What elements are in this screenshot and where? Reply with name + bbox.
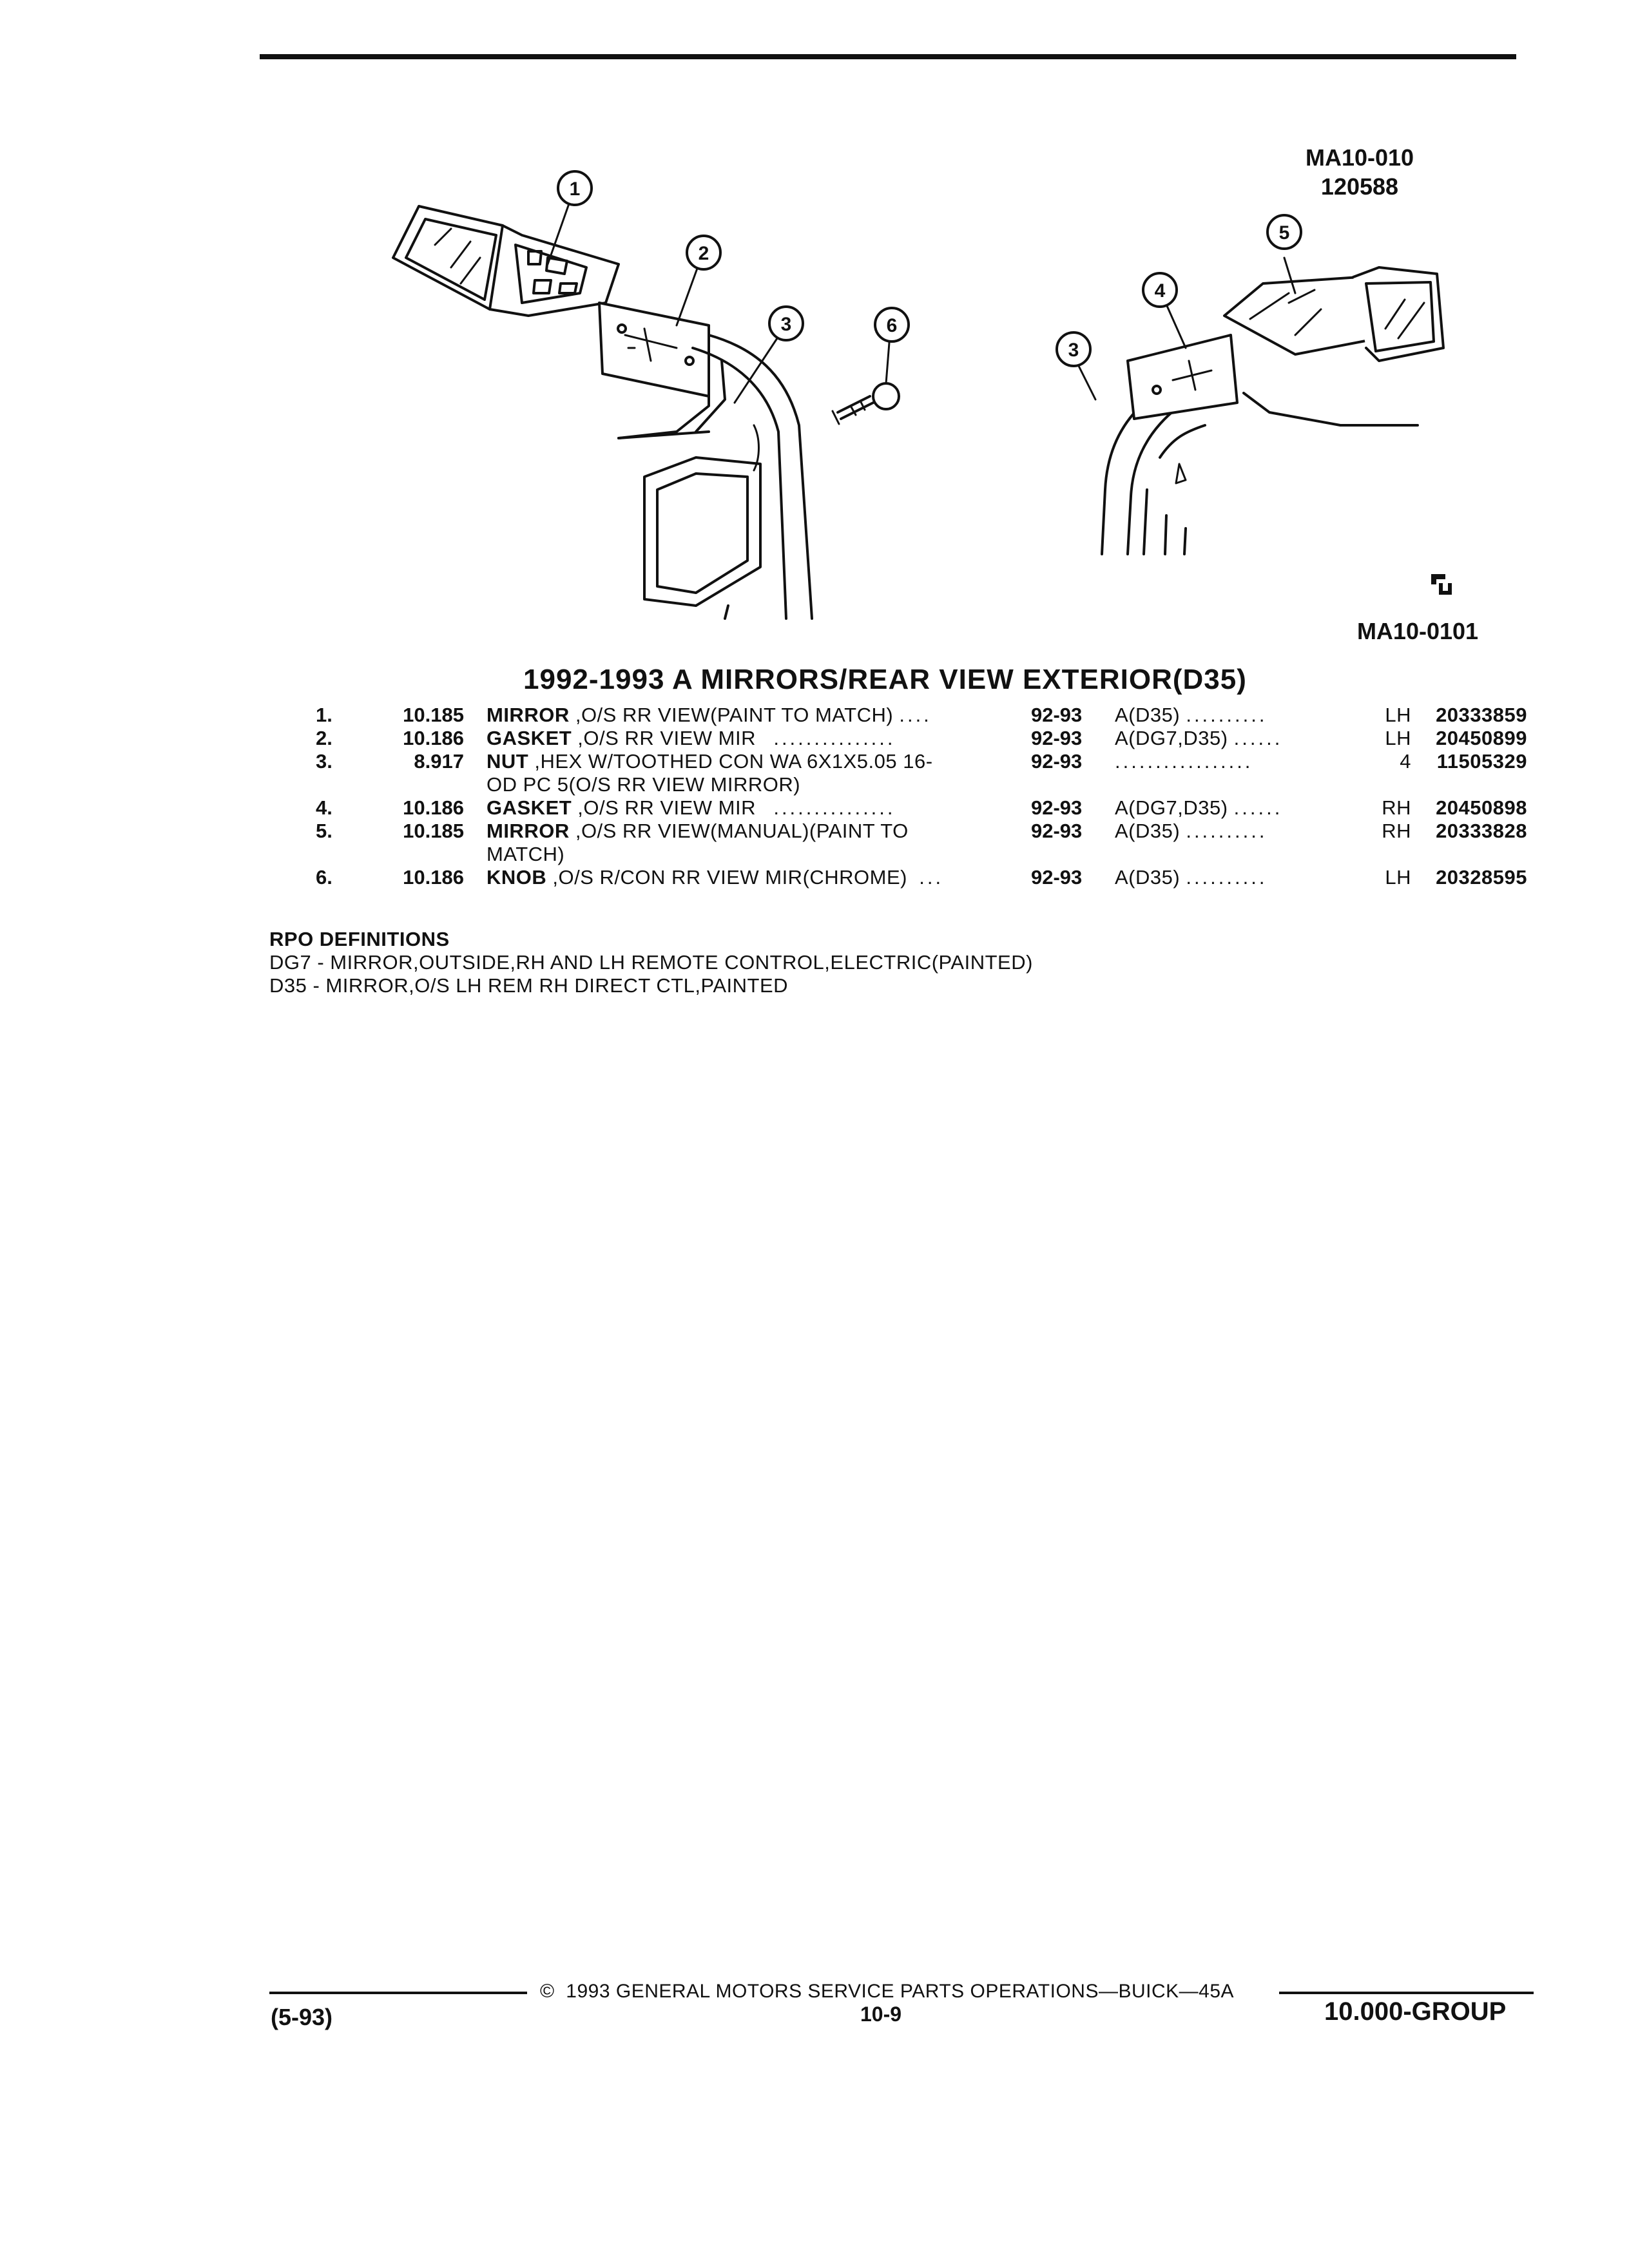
part-number: 11505329 [1436, 750, 1527, 773]
application [1115, 866, 1267, 889]
application-code: A(DG7,D35) [1115, 727, 1228, 749]
rpo-line: DG7 - MIRROR,OUTSIDE,RH AND LH REMOTE CONTROL,ELECTRIC(PAINTED) [269, 951, 1033, 974]
section-title: 1992-1993 A MIRRORS/REAR VIEW EXTERIOR(D35) [523, 664, 1247, 695]
footer-rule-right [1279, 1992, 1534, 1994]
quantity: RH [1382, 820, 1411, 842]
group-number: 10.186 [403, 727, 464, 749]
footer-page-number: 10-9 [860, 2003, 902, 2026]
application [1115, 727, 1282, 750]
part-desc-continued: MATCH) [487, 843, 565, 865]
callout-2 [684, 233, 723, 272]
part-name: GASKET [487, 727, 572, 749]
application-code: A(D35) [1115, 866, 1181, 889]
parts-row [316, 796, 1527, 820]
footer-revision: (5-93) [271, 2004, 333, 2030]
parts-row [316, 866, 1527, 889]
mirror-exploded-diagram [374, 155, 1534, 625]
parts-row [316, 727, 1527, 750]
part-desc-text: ,O/S RR VIEW MIR [572, 796, 756, 819]
figure-code-date: 120588 [1320, 173, 1399, 200]
part-name: GASKET [487, 796, 572, 819]
application [1115, 820, 1267, 843]
item-number: 6. [316, 866, 333, 889]
leader-dots: ...... [1233, 727, 1283, 749]
model-years: 92-93 [1031, 866, 1083, 889]
callout-4 [1141, 271, 1179, 309]
group-number: 10.186 [403, 796, 464, 819]
quantity: LH [1385, 727, 1411, 749]
quantity: LH [1385, 866, 1411, 889]
part-desc-text: ,HEX W/TOOTHED CON WA 6X1X5.05 16- [528, 750, 933, 773]
model-years: 92-93 [1031, 704, 1083, 726]
part-name: NUT [487, 750, 529, 773]
copyright-symbol: © [540, 1981, 555, 2002]
group-number: 10.186 [403, 866, 464, 889]
part-description [487, 866, 1002, 889]
callout-1 [555, 169, 594, 207]
footer-copyright [540, 1981, 1234, 2003]
application-code: A(D35) [1115, 820, 1181, 842]
application-code: A(DG7,D35) [1115, 796, 1228, 819]
part-number: 20450898 [1436, 796, 1527, 819]
rpo-heading: RPO DEFINITIONS [269, 928, 450, 950]
part-desc-text: ,O/S R/CON RR VIEW MIR(CHROME) [546, 866, 907, 889]
knob-illustration [833, 383, 899, 424]
leader-dots: ...... [1233, 796, 1283, 819]
quantity: LH [1385, 704, 1411, 726]
rpo-line: D35 - MIRROR,O/S LH REM RH DIRECT CTL,PAINTED [269, 974, 789, 997]
svg-text:2: 2 [698, 243, 709, 264]
part-name: KNOB [487, 866, 547, 889]
header-rule [260, 54, 1516, 59]
item-number: 2. [316, 727, 333, 749]
part-description [487, 704, 1002, 727]
leader-dots: ............... [773, 796, 896, 819]
rpo-definitions [269, 928, 1033, 997]
part-description [487, 796, 1002, 820]
part-name: MIRROR [487, 820, 570, 842]
parts-logo-icon [1427, 570, 1456, 599]
svg-text:6: 6 [886, 315, 898, 336]
parts-row [316, 820, 1527, 866]
part-number: 20333859 [1436, 704, 1527, 726]
svg-text:4: 4 [1154, 280, 1166, 302]
leader-dots: .......... [1186, 820, 1268, 842]
model-years: 92-93 [1031, 796, 1083, 819]
part-desc-continued: OD PC 5(O/S RR VIEW MIRROR) [487, 773, 801, 796]
part-number: 20450899 [1436, 727, 1527, 749]
leader-dots: .... [899, 704, 932, 726]
part-desc-text: ,O/S RR VIEW(MANUAL)(PAINT TO [569, 820, 909, 842]
svg-text:5: 5 [1278, 222, 1290, 244]
application [1115, 750, 1253, 773]
part-name: MIRROR [487, 704, 570, 726]
part-description [487, 750, 1002, 796]
leader-dots: ... [919, 866, 944, 889]
rh-mirror-illustration [1224, 267, 1443, 361]
group-number: 10.185 [403, 704, 464, 726]
group-number: 10.185 [403, 820, 464, 842]
footer-group: 10.000-GROUP [1324, 1997, 1507, 2026]
svg-text:1: 1 [569, 178, 581, 200]
rh-gasket-illustration [1128, 335, 1237, 419]
figure-code-bottom: MA10-0101 [1356, 618, 1479, 644]
leader-dots: .......... [1186, 704, 1268, 726]
lh-gasket-illustration [599, 303, 709, 396]
callout-5 [1265, 213, 1304, 251]
item-number: 4. [316, 796, 333, 819]
figure-code-top: MA10-010 [1305, 144, 1414, 171]
parts-row [316, 750, 1527, 796]
part-number: 20333828 [1436, 820, 1527, 842]
svg-text:3: 3 [1068, 340, 1079, 361]
footer-rule-left [269, 1992, 527, 1994]
quantity: RH [1382, 796, 1411, 819]
parts-row [316, 704, 1527, 727]
parts-list [316, 704, 1527, 889]
part-description [487, 820, 1002, 866]
item-number: 5. [316, 820, 333, 842]
callout-6 [872, 305, 911, 344]
model-years: 92-93 [1031, 820, 1083, 842]
leader-dots: ................. [1115, 750, 1253, 773]
part-number: 20328595 [1436, 866, 1527, 889]
part-desc-text: ,O/S RR VIEW(PAINT TO MATCH) [569, 704, 894, 726]
quantity: 4 [1400, 750, 1411, 773]
model-years: 92-93 [1031, 727, 1083, 749]
group-number: 8.917 [414, 750, 464, 773]
model-years: 92-93 [1031, 750, 1083, 773]
item-number: 3. [316, 750, 333, 773]
callout-3-right [1054, 330, 1093, 369]
lh-mirror-illustration [393, 206, 619, 316]
application [1115, 704, 1267, 727]
application-code: A(D35) [1115, 704, 1181, 726]
leader-dots: .......... [1186, 866, 1268, 889]
svg-text:3: 3 [780, 314, 792, 335]
copyright-text: 1993 GENERAL MOTORS SERVICE PARTS OPERATIONS—BUICK—45A [566, 1981, 1235, 2002]
part-description [487, 727, 1002, 750]
part-desc-text: ,O/S RR VIEW MIR [572, 727, 756, 749]
item-number: 1. [316, 704, 333, 726]
callout-3-left [767, 304, 805, 343]
application [1115, 796, 1282, 820]
leader-dots: ............... [773, 727, 896, 749]
